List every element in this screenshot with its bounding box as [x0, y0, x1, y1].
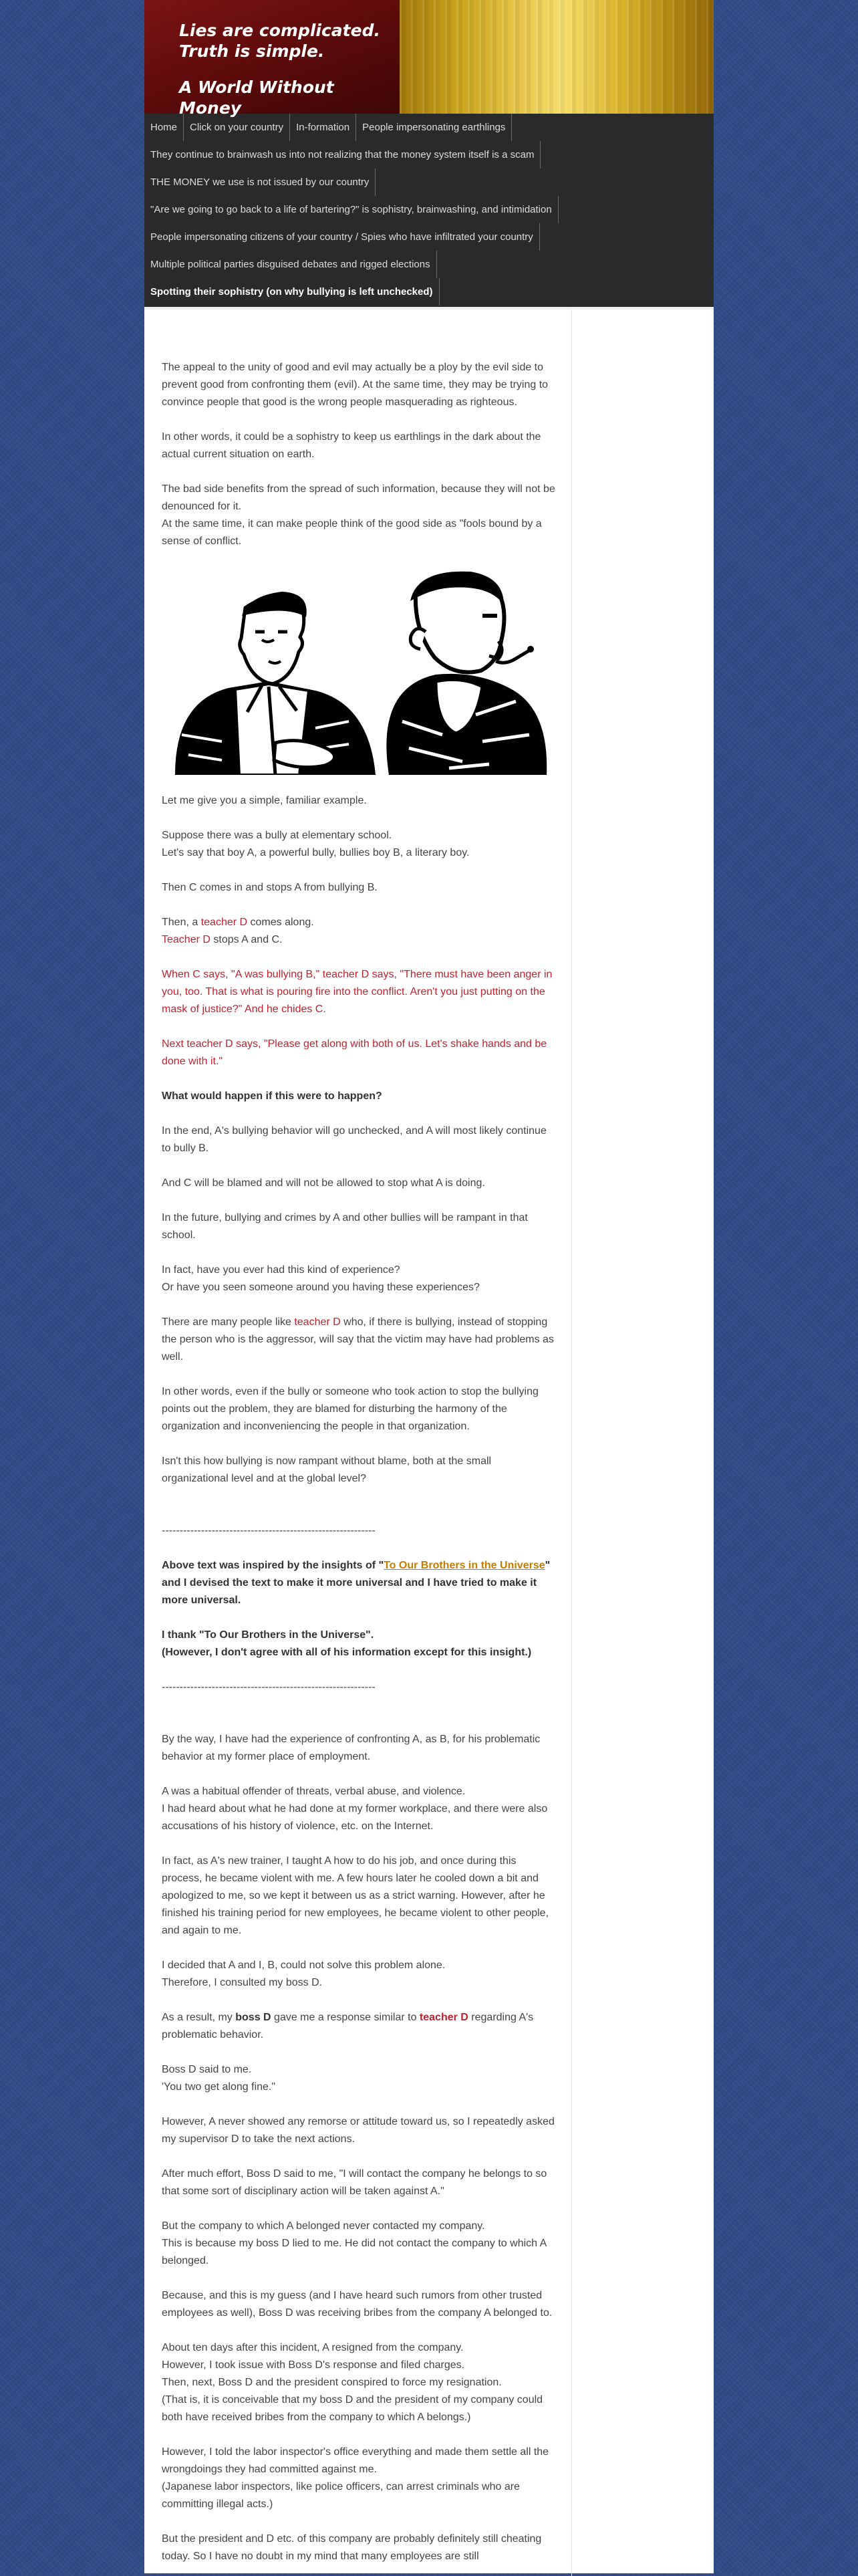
text-run: who, if there is bullying, instead of stopping the person who is the aggressor, will say that the victim may have had problems as well.	[162, 1316, 554, 1363]
paragraph	[162, 1314, 557, 1366]
text-run: " and I devised the text to make it more universal and I have tried to make it more universal.	[162, 1560, 551, 1606]
paragraph: By the way, I have had the experience of confronting A, as B, for his problematic behavior at my former place of employment.	[162, 1734, 541, 1762]
main-navigation	[144, 114, 714, 307]
paragraph-line: Let's say that boy A, a powerful bully, bullies boy B, a literary boy.	[162, 847, 470, 858]
paragraph-line: In fact, have you ever had this kind of experience?	[162, 1264, 400, 1276]
nav-rigged-elections[interactable]: Multiple political parties disguised debates and rigged elections	[144, 251, 437, 278]
paragraph	[162, 2061, 557, 2096]
paragraph: Let me give you a simple, familiar example.	[162, 795, 367, 806]
paragraph-line: A was a habitual offender of threats, verbal abuse, and violence.	[162, 1786, 466, 1797]
paragraph-bold	[162, 1557, 557, 1609]
paragraph-line: However, I told the labor inspector's office everything and made them settle all the wrongdoings they had committed against me.	[162, 2446, 549, 2475]
paragraph-line: Suppose there was a bully at elementary school.	[162, 830, 392, 841]
paragraph	[162, 914, 557, 949]
paragraph-line: (That is, it is conceivable that my boss D and the president of my company could both have received bribes from the company to which A belongs.)	[162, 2394, 543, 2423]
paragraph-line: This is because my boss D lied to me. He did not contact the company to which A belonged.	[162, 2238, 547, 2266]
paragraph-line: About ten days after this incident, A resigned from the company.	[162, 2342, 464, 2353]
site-header	[144, 0, 714, 118]
paragraph	[162, 481, 557, 550]
paragraph-line: Or have you seen someone around you having these experiences?	[162, 1282, 480, 1293]
paragraph	[162, 1262, 557, 1296]
paragraph-line: At the same time, it can make people think of the good side as "fools bound by a sense of conflict.	[162, 518, 542, 547]
paragraph: But the president and D etc. of this company are probably definitely still cheating today. So I have no doubt in my mind that many employees are still	[162, 2533, 542, 2562]
paragraph-line: Then, next, Boss D and the president conspired to force my resignation.	[162, 2377, 502, 2388]
paragraph-line: 'You two get along fine."	[162, 2081, 276, 2093]
paragraph	[162, 2218, 557, 2270]
paragraph-line: The bad side benefits from the spread of such information, because they will not be denounced for it.	[162, 483, 555, 512]
nav-brainwash-money-system[interactable]: They continue to brainwash us into not realizing that the money system itself is a scam	[144, 141, 541, 168]
paragraph	[162, 827, 557, 862]
paragraph-line: But the company to which A belonged never contacted my company.	[162, 2220, 485, 2232]
text-divider: ------------------------------------------------------------	[162, 1525, 376, 1536]
tagline-line-1: Lies are complicated.	[179, 21, 380, 40]
paragraph: In the future, bullying and crimes by A and other bullies will be rampant in that school.	[162, 1212, 528, 1241]
paragraph: Because, and this is my guess (and I have heard such rumors from other trusted employees as well), Boss D was receiving bribes from the company A belonged to.	[162, 2290, 553, 2319]
paragraph-line: Boss D said to me.	[162, 2064, 252, 2075]
text-run: gave me a response similar to	[271, 2012, 420, 2023]
paragraph	[162, 2009, 557, 2044]
paragraph	[162, 1783, 557, 1835]
text-run: comes along.	[247, 917, 314, 928]
nav-people-impersonating-earthlings[interactable]: People impersonating earthlings	[356, 114, 512, 141]
paragraph: After much effort, Boss D said to me, "I will contact the company he belongs to so that some sort of disciplinary action will be taken against A."	[162, 2168, 547, 2197]
text-run: Then, a	[162, 917, 201, 928]
teacher-d-highlight: teacher D	[419, 2012, 468, 2023]
paragraph-bold-question: What would happen if this were to happen?	[162, 1090, 382, 1102]
site-title[interactable]: A World Without Money	[179, 78, 334, 118]
paragraph: Isn't this how bullying is now rampant without blame, both at the small organizational level and at the global level?	[162, 1455, 492, 1484]
paragraph-line: I had heard about what he had done at my former workplace, and there were also accusations of his history of violence, etc. on the Internet.	[162, 1803, 548, 1832]
paragraph	[162, 2339, 557, 2426]
paragraph: In the end, A's bullying behavior will go unchecked, and A will most likely continue to bully B.	[162, 1125, 547, 1154]
site-wrapper	[144, 0, 714, 2573]
nav-spotting-sophistry[interactable]: Spotting their sophistry (on why bullying is left unchecked)	[144, 278, 440, 306]
nav-in-formation[interactable]: In-formation	[290, 114, 356, 141]
paragraph-line: (Japanese labor inspectors, like police officers, can arrest criminals who are committing illegal acts.)	[162, 2481, 520, 2510]
paragraph: The appeal to the unity of good and evil may actually be a ploy by the evil side to prevent good from confronting them (evil). At the same time, they may be trying to convince people that good is the wrong people masquerading as righteous.	[162, 362, 549, 408]
teacher-d-highlight: teacher D	[294, 1316, 341, 1328]
paragraph: And C will be blamed and will not be allowed to stop what A is doing.	[162, 1177, 485, 1189]
text-run: stops A and C.	[210, 934, 283, 945]
text-run: There are many people like	[162, 1316, 295, 1328]
boss-d-bold: boss D	[235, 2012, 271, 2023]
paragraph	[162, 1957, 557, 1992]
paragraph: However, A never showed any remorse or attitude toward us, so I repeatedly asked my supervisor D to take the next actions.	[162, 2116, 555, 2145]
paragraph-line: I decided that A and I, B, could not solve this problem alone.	[162, 1960, 446, 1971]
paragraph-line: I thank "To Our Brothers in the Universe".	[162, 1629, 374, 1641]
header-title-block[interactable]	[144, 0, 400, 118]
link-to-our-brothers[interactable]: To Our Brothers in the Universe	[384, 1560, 545, 1571]
nav-click-on-your-country[interactable]: Click on your country	[184, 114, 290, 141]
text-run: regarding A's problematic behavior.	[162, 2012, 534, 2040]
sidebar	[572, 310, 714, 2576]
page-body	[144, 307, 714, 2573]
paragraph-bold	[162, 1627, 557, 1661]
header-gold-banner	[400, 0, 714, 114]
paragraph: Then C comes in and stops A from bullying B.	[162, 882, 378, 893]
paragraph: In other words, even if the bully or someone who took action to stop the bullying points out the problem, they are blamed for disturbing the harmony of the organization and inconveniencing the people in that organization.	[162, 1386, 539, 1432]
paragraph: In other words, it could be a sophistry to keep us earthlings in the dark about the actual current situation on earth.	[162, 431, 541, 460]
teacher-d-highlight: teacher D	[200, 917, 248, 928]
nav-home[interactable]: Home	[144, 114, 184, 141]
nav-bartering-sophistry[interactable]: "Are we going to go back to a life of bartering?" is sophistry, brainwashing, and intimidation	[144, 196, 559, 223]
paragraph-line: However, I took issue with Boss D's response and filed charges.	[162, 2359, 465, 2371]
text-run: As a result, my	[162, 2012, 236, 2023]
paragraph	[162, 2444, 557, 2513]
paragraph-red-quote: Next teacher D says, "Please get along with both of us. Let's shake hands and be done with it."	[162, 1038, 547, 1067]
article-content	[144, 310, 572, 2576]
teacher-d-highlight: Teacher D	[162, 934, 210, 945]
nav-impersonating-citizens[interactable]: People impersonating citizens of your country / Spies who have infiltrated your country	[144, 223, 540, 251]
text-divider: ------------------------------------------------------------	[162, 1681, 376, 1693]
illustration-two-men-arguing	[162, 568, 557, 775]
paragraph-line: Therefore, I consulted my boss D.	[162, 1977, 323, 1988]
text-run: Above text was inspired by the insights of "	[162, 1560, 384, 1571]
paragraph-red-quote: When C says, "A was bullying B," teacher D says, "There must have been anger in you, too. That is what is pouring fire into the conflict. Aren't you just putting on the mask of justice?" And he chides C.	[162, 969, 553, 1015]
paragraph-line: (However, I don't agree with all of his information except for this insight.)	[162, 1647, 532, 1658]
nav-money-not-issued[interactable]: THE MONEY we use is not issued by our country	[144, 168, 376, 196]
tagline-line-2: Truth is simple.	[179, 41, 325, 61]
paragraph: In fact, as A's new trainer, I taught A how to do his job, and once during this process, he became violent with me. A few hours later he cooled down a bit and apologized to me, so we kept it between us as a strict warning. However, after he finished his training period for new employees, he became violent to other people, and again to me.	[162, 1855, 549, 1936]
